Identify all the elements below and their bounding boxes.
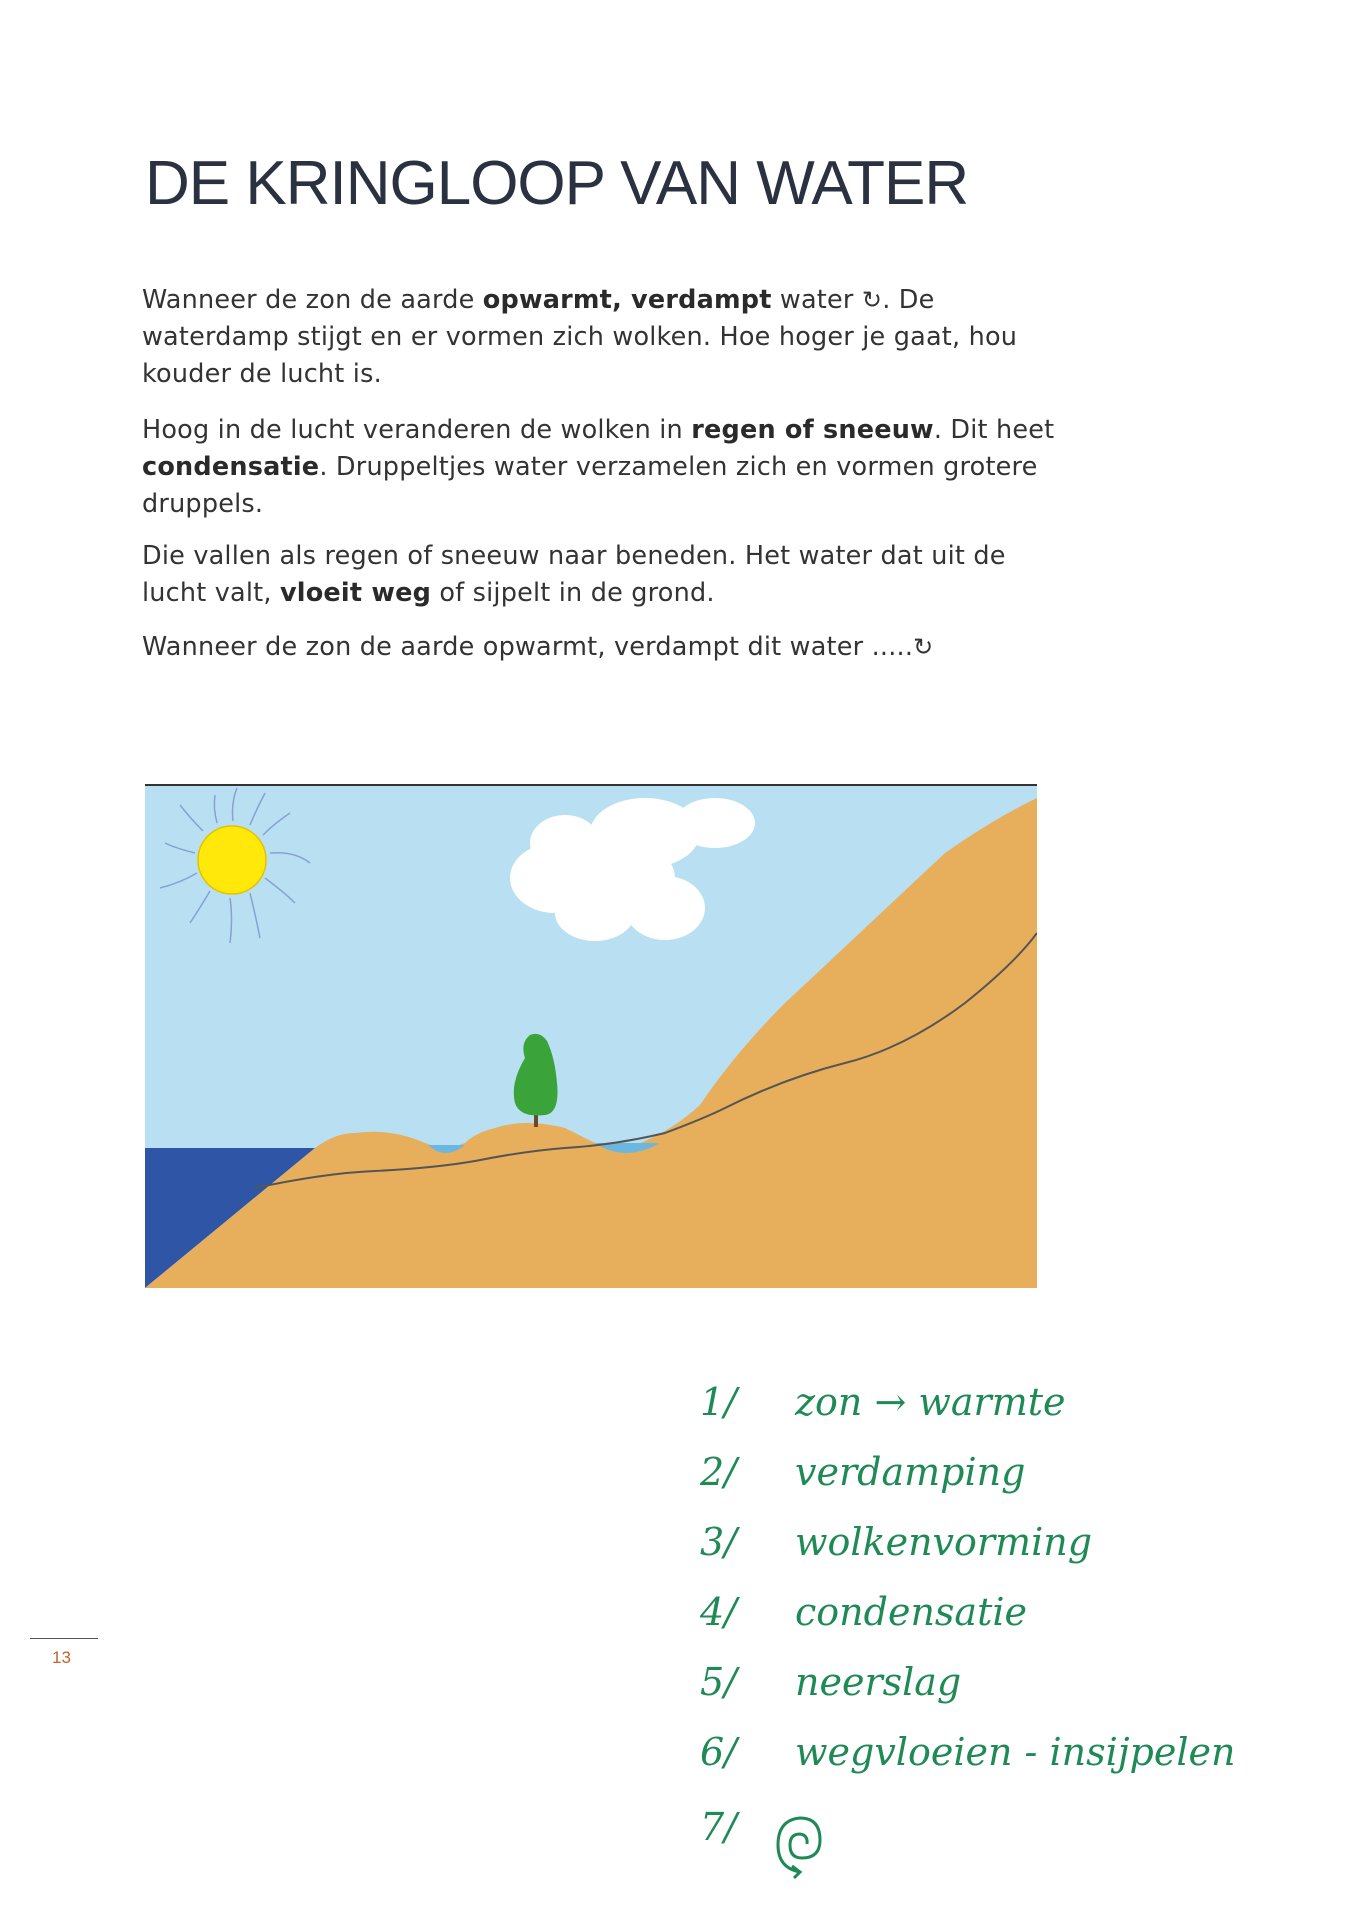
note-item <box>700 1590 1340 1650</box>
text-run: Die vallen als regen of sneeuw naar beneden. Het water dat uit de lucht valt, <box>142 541 1006 608</box>
bold-term-opwarmt-verdampt: opwarmt, verdampt <box>482 285 772 315</box>
note-number: 3/ <box>700 1520 737 1564</box>
note-number: 1/ <box>700 1380 737 1424</box>
text-run: Wanneer de zon de aarde opwarmt, verdampt dit water ..... <box>142 632 914 662</box>
note-number: 6/ <box>700 1730 737 1774</box>
note-item <box>700 1450 1340 1510</box>
paragraph-condensation <box>142 412 1062 523</box>
water-cycle-illustration <box>145 783 1037 1288</box>
note-text: wegvloeien - insijpelen <box>795 1730 1236 1774</box>
note-text: condensatie <box>795 1590 1027 1634</box>
text-run: . Druppeltjes water verzamelen zich en vormen grotere druppels. <box>142 452 1038 519</box>
page-number-rule <box>30 1638 98 1639</box>
note-item <box>700 1730 1340 1790</box>
bold-term-regen-of-sneeuw: regen of sneeuw <box>691 415 934 445</box>
paragraph-repeat <box>142 629 1062 666</box>
note-number: 4/ <box>700 1590 737 1634</box>
bold-term-vloeit-weg: vloeit weg <box>279 578 432 608</box>
note-number: 2/ <box>700 1450 737 1494</box>
text-run: . De waterdamp stijgt en er vormen zich wolken. Hoe hoger je gaat, hou kouder de lucht is. <box>142 285 1018 389</box>
text-run: . Dit heet <box>933 415 1055 445</box>
page-title: DE KRINGLOOP VAN WATER <box>145 149 969 218</box>
sun <box>198 826 266 894</box>
text-run: of sijpelt in de grond. <box>431 578 715 608</box>
note-item <box>700 1660 1340 1720</box>
note-item <box>700 1520 1340 1580</box>
page-number: 13 <box>52 1648 71 1667</box>
bold-term-condensatie: condensatie <box>142 452 320 482</box>
text-run: Wanneer de zon de aarde <box>142 285 483 315</box>
paragraph-evaporation <box>142 282 1062 393</box>
cycle-spiral-icon <box>770 1810 830 1880</box>
cycle-icon: ↻ <box>861 286 883 314</box>
text-run: Hoog in de lucht veranderen de wolken in <box>142 415 692 445</box>
cycle-icon: ↻ <box>913 633 934 661</box>
note-text: zon → warmte <box>795 1380 1066 1424</box>
text-run: water <box>771 285 862 315</box>
note-text: verdamping <box>795 1450 1026 1494</box>
paragraph-precipitation <box>142 538 1062 612</box>
note-text: neerslag <box>795 1660 962 1704</box>
note-number: 5/ <box>700 1660 737 1704</box>
note-text: wolkenvorming <box>795 1520 1093 1564</box>
note-number: 7/ <box>700 1805 737 1849</box>
note-item <box>700 1380 1340 1440</box>
